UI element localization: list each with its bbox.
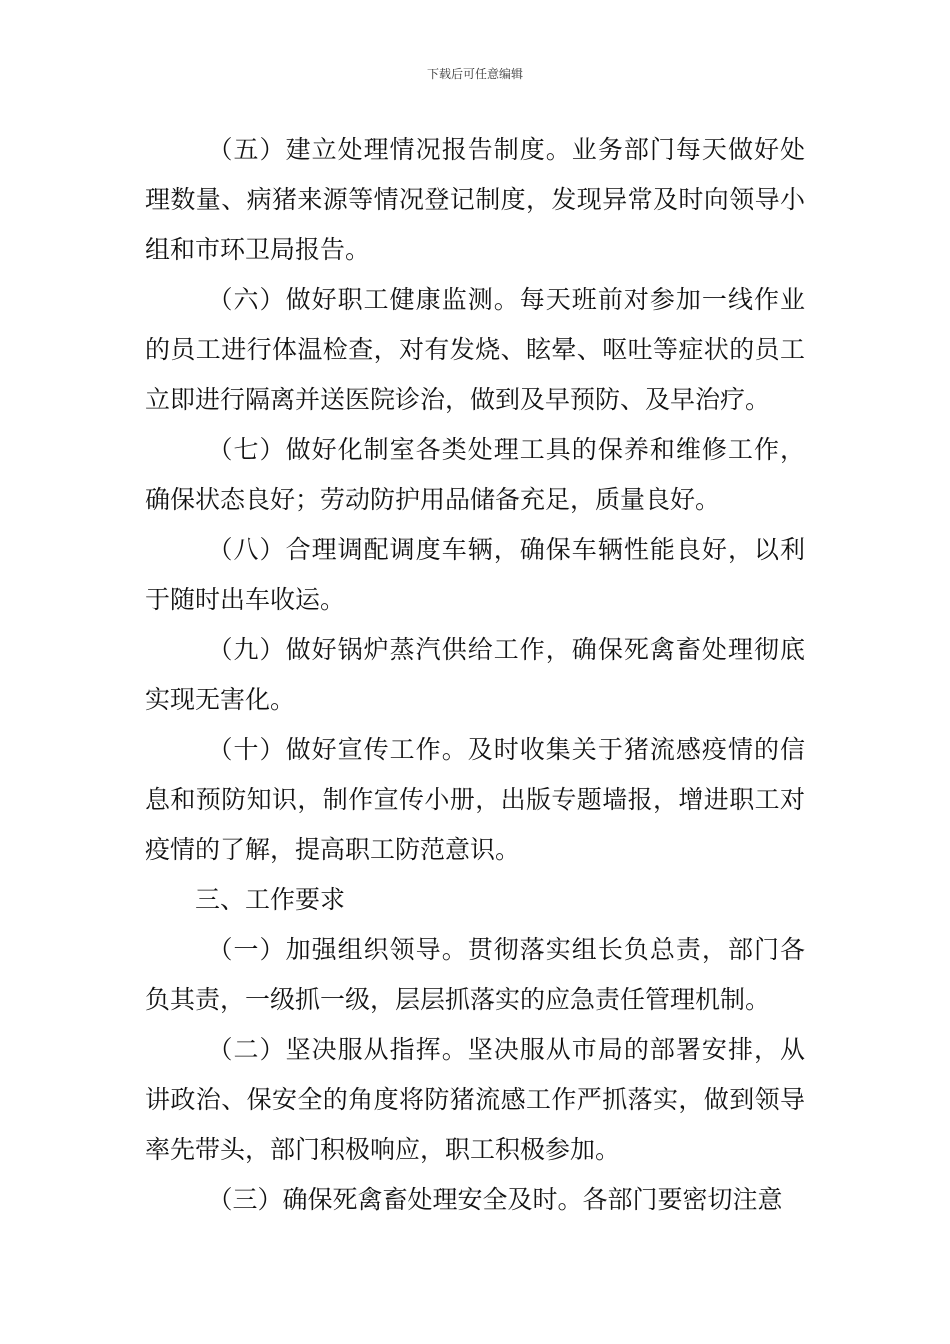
requirement-two: （二）坚决服从指挥。坚决服从市局的部署安排，从讲政治、保安全的角度将防猪流感工作严抓落实，做到领导率先带头，部门积极响应，职工积极参加。 (145, 1035, 805, 1164)
section-heading-work-requirements: 三、工作要求 (195, 885, 346, 914)
requirement-three: （三）确保死禽畜处理安全及时。各部门要密切注意 (207, 1185, 783, 1214)
header-note: 下载后可任意编辑 (426, 67, 523, 81)
paragraph-eight: （八）合理调配调度车辆，确保车辆性能良好，以利于随时出车收运。 (145, 535, 805, 614)
paragraph-seven: （七）做好化制室各类处理工具的保养和维修工作，确保状态良好；劳动防护用品储备充足，质量良好。 (145, 435, 805, 514)
requirement-one: （一）加强组织领导。贯彻落实组长负总责，部门各负其责，一级抓一级，层层抓落实的应急责任管理机制。 (145, 935, 805, 1014)
paragraph-five: （五）建立处理情况报告制度。业务部门每天做好处理数量、病猪来源等情况登记制度，发现异常及时向领导小组和市环卫局报告。 (145, 135, 805, 264)
paragraph-nine: （九）做好锅炉蒸汽供给工作，确保死禽畜处理彻底实现无害化。 (145, 635, 805, 714)
paragraph-six: （六）做好职工健康监测。每天班前对参加一线作业的员工进行体温检查，对有发烧、眩晕、呕吐等症状的员工立即进行隔离并送医院诊治，做到及早预防、及早治疗。 (145, 285, 805, 414)
document-body (145, 125, 805, 1225)
paragraph-ten: （十）做好宣传工作。及时收集关于猪流感疫情的信息和预防知识，制作宣传小册，出版专题墙报，增进职工对疫情的了解，提高职工防范意识。 (145, 735, 805, 864)
